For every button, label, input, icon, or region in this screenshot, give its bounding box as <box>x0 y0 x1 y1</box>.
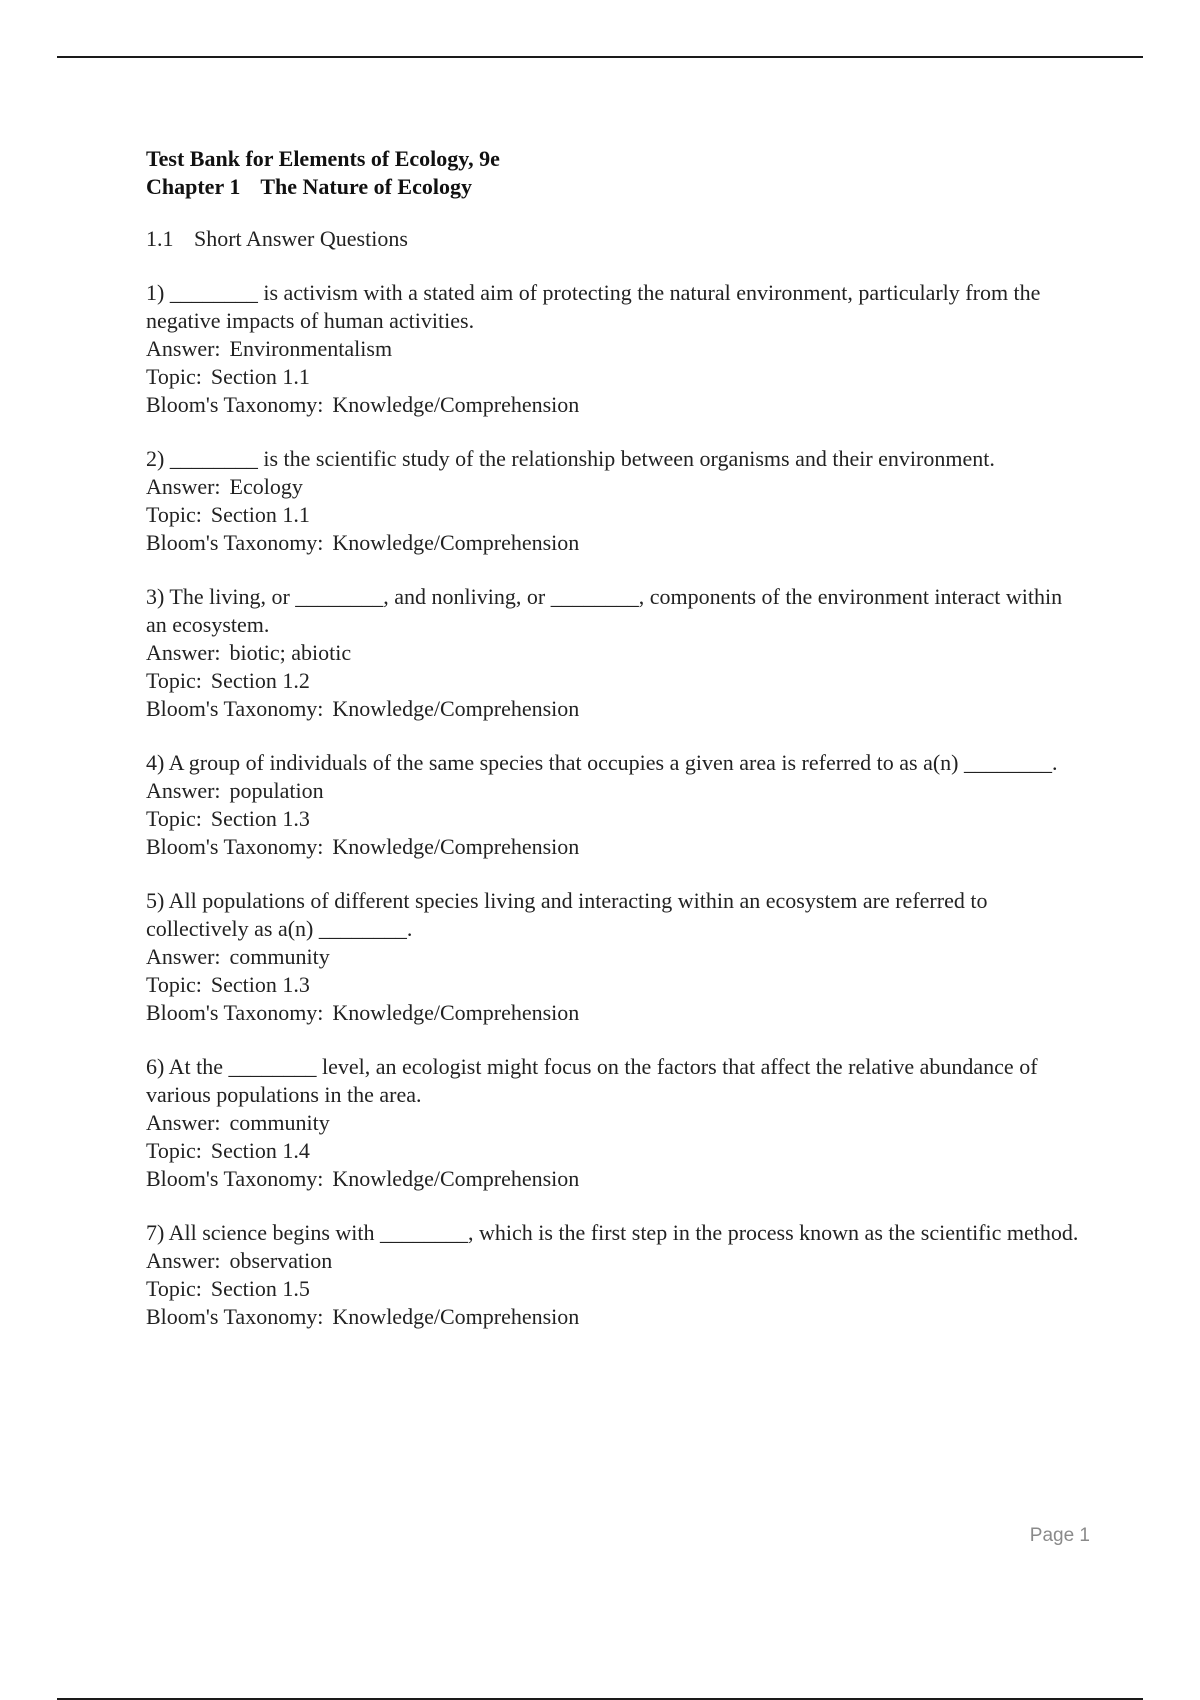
topic-value: Section 1.5 <box>210 1276 310 1301</box>
topic-label: Topic: <box>146 1276 202 1301</box>
answer-line <box>146 777 1086 805</box>
topic-line <box>146 667 1086 695</box>
question-item <box>146 445 1086 557</box>
question-item <box>146 279 1086 419</box>
chapter-heading <box>146 173 1086 201</box>
page-number: Page 1 <box>1029 1525 1090 1546</box>
section-number: 1.1 <box>146 226 174 251</box>
topic-label: Topic: <box>146 806 202 831</box>
question-text: 1) ________ is activism with a stated aim of protecting the natural environment, particularly from the negative impacts of human activities. <box>146 280 1041 333</box>
bloom-line <box>146 999 1086 1027</box>
bloom-label: Bloom's Taxonomy: <box>146 530 324 555</box>
bloom-value: Knowledge/Comprehension <box>332 1304 580 1329</box>
document-title: Test Bank for Elements of Ecology, 9e <box>146 146 500 171</box>
question-text: 5) All populations of different species living and interacting within an ecosystem are referred to collectively as a(n) ________. <box>146 888 988 941</box>
topic-line <box>146 501 1086 529</box>
answer-line <box>146 1109 1086 1137</box>
topic-line <box>146 1275 1086 1303</box>
answer-label: Answer: <box>146 1110 221 1135</box>
bloom-value: Knowledge/Comprehension <box>332 392 580 417</box>
topic-line <box>146 1137 1086 1165</box>
bloom-line <box>146 1165 1086 1193</box>
topic-line <box>146 363 1086 391</box>
answer-value: biotic; abiotic <box>229 640 352 665</box>
question-item <box>146 583 1086 723</box>
bloom-line <box>146 833 1086 861</box>
bloom-value: Knowledge/Comprehension <box>332 1000 580 1025</box>
chapter-title: The Nature of Ecology <box>260 174 472 199</box>
answer-line <box>146 639 1086 667</box>
topic-value: Section 1.2 <box>210 668 310 693</box>
question-item <box>146 887 1086 1027</box>
answer-line <box>146 335 1086 363</box>
bloom-label: Bloom's Taxonomy: <box>146 1000 324 1025</box>
question-item <box>146 1219 1086 1331</box>
document-body <box>146 145 1086 1331</box>
answer-label: Answer: <box>146 778 221 803</box>
topic-value: Section 1.1 <box>210 502 310 527</box>
question-text: 3) The living, or ________, and nonliving, or ________, components of the environment interact within an ecosystem. <box>146 584 1063 637</box>
answer-value: Ecology <box>229 474 303 499</box>
topic-value: Section 1.3 <box>210 972 310 997</box>
bloom-line <box>146 695 1086 723</box>
answer-value: community <box>229 1110 330 1135</box>
answer-line <box>146 1247 1086 1275</box>
bloom-line <box>146 1303 1086 1331</box>
bloom-label: Bloom's Taxonomy: <box>146 392 324 417</box>
answer-label: Answer: <box>146 1248 221 1273</box>
topic-label: Topic: <box>146 364 202 389</box>
bloom-label: Bloom's Taxonomy: <box>146 696 324 721</box>
question-item <box>146 749 1086 861</box>
bloom-value: Knowledge/Comprehension <box>332 530 580 555</box>
topic-label: Topic: <box>146 668 202 693</box>
bloom-label: Bloom's Taxonomy: <box>146 1166 324 1191</box>
bloom-line <box>146 391 1086 419</box>
answer-value: observation <box>229 1248 333 1273</box>
bloom-label: Bloom's Taxonomy: <box>146 834 324 859</box>
bloom-value: Knowledge/Comprehension <box>332 834 580 859</box>
question-text: 6) At the ________ level, an ecologist might focus on the factors that affect the relative abundance of various populations in the area. <box>146 1054 1038 1107</box>
question-item <box>146 1053 1086 1193</box>
topic-label: Topic: <box>146 502 202 527</box>
answer-label: Answer: <box>146 944 221 969</box>
section-title: Short Answer Questions <box>194 226 408 251</box>
question-text: 2) ________ is the scientific study of the relationship between organisms and their environment. <box>146 446 995 471</box>
answer-label: Answer: <box>146 336 221 361</box>
question-text: 4) A group of individuals of the same species that occupies a given area is referred to as a(n) ________. <box>146 750 1058 775</box>
chapter-label: Chapter 1 <box>146 174 241 199</box>
bloom-value: Knowledge/Comprehension <box>332 1166 580 1191</box>
topic-line <box>146 971 1086 999</box>
topic-label: Topic: <box>146 1138 202 1163</box>
answer-value: Environmentalism <box>229 336 393 361</box>
bloom-value: Knowledge/Comprehension <box>332 696 580 721</box>
answer-label: Answer: <box>146 640 221 665</box>
topic-label: Topic: <box>146 972 202 997</box>
top-rule <box>57 56 1143 58</box>
topic-line <box>146 805 1086 833</box>
answer-line <box>146 473 1086 501</box>
answer-value: population <box>229 778 324 803</box>
answer-label: Answer: <box>146 474 221 499</box>
bloom-line <box>146 529 1086 557</box>
section-heading <box>146 225 1086 253</box>
topic-value: Section 1.4 <box>210 1138 310 1163</box>
topic-value: Section 1.3 <box>210 806 310 831</box>
answer-line <box>146 943 1086 971</box>
question-text: 7) All science begins with ________, which is the first step in the process known as the scientific method. <box>146 1220 1079 1245</box>
bloom-label: Bloom's Taxonomy: <box>146 1304 324 1329</box>
answer-value: community <box>229 944 330 969</box>
topic-value: Section 1.1 <box>210 364 310 389</box>
